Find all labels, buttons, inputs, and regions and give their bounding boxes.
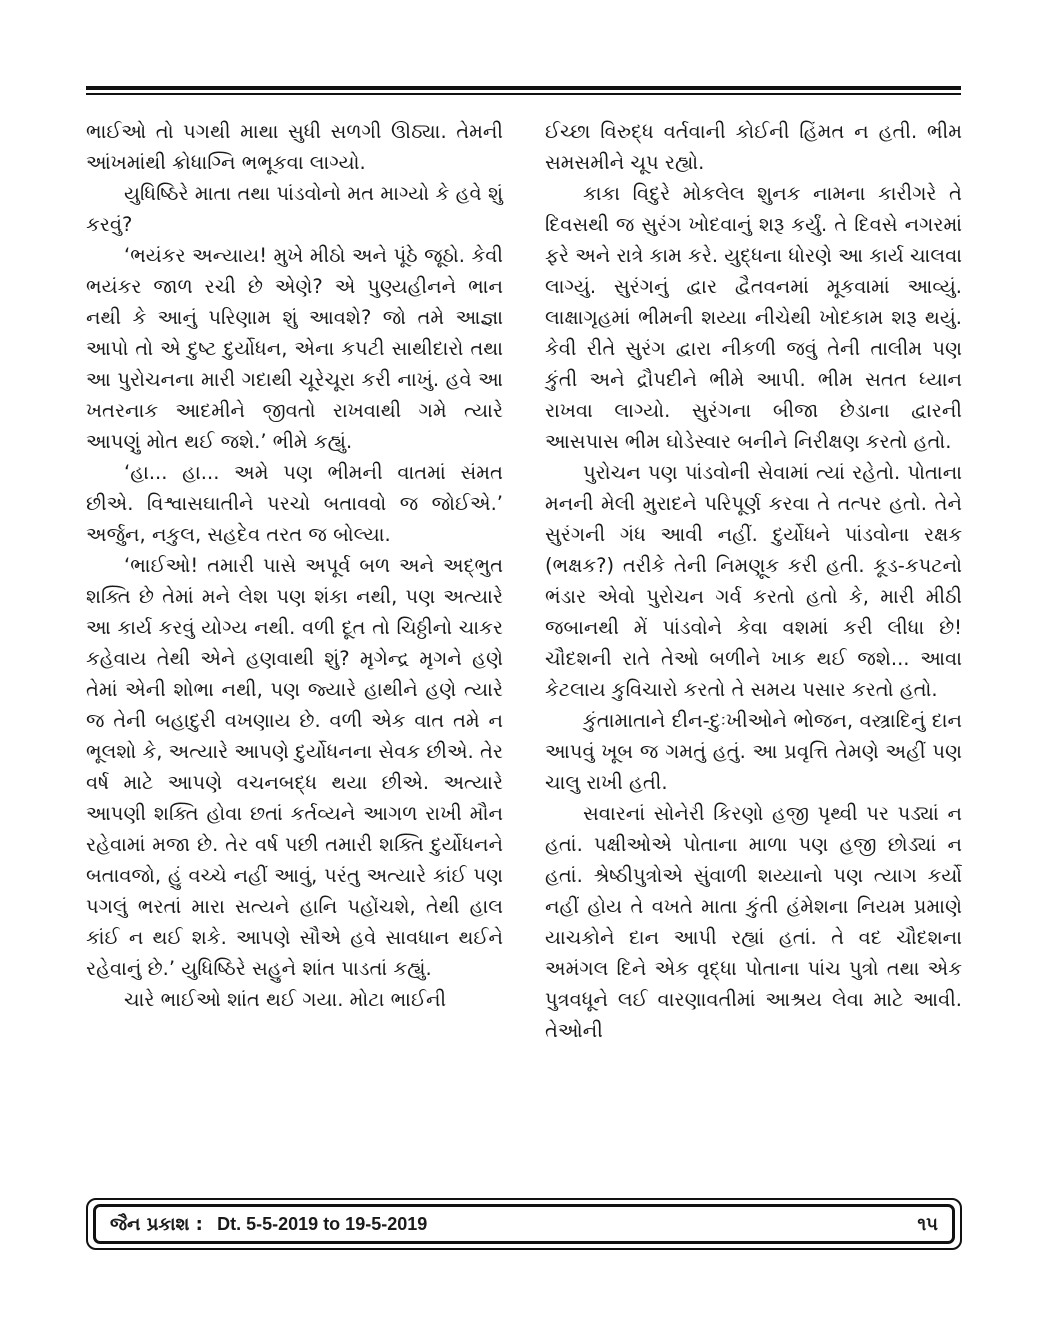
paragraph: ‘ભાઈઓ! તમારી પાસે અપૂર્વ બળ અને અદ્ભુત શક્તિ છે તેમાં મને લેશ પણ શંકા નથી, પણ અત્યારે આ કાર્ય કરવું યોગ્ય નથી. વળી દૂત તો ચિઠ્ઠીનો ચાકર કહેવાય તેથી એને હણવાથી શું? મૃગેન્દ્ર મૃગને હણે તેમાં એની શોભા નથી, પણ જ્યારે હાથીને હણે ત્યારે જ તેની બહાદુરી વખણાય છે. વળી એક વાત તમે ન ભૂલશો કે, અત્યારે આપણે દુર્યોધનના સેવક છીએ. તેર વર્ષ માટે આપણે વચનબદ્ધ થયા છીએ. અત્યારે આપણી શક્તિ હોવા છતાં કર્તવ્યને આગળ રાખી મૌન રહેવામાં મજા છે. તેર વર્ષ પછી તમારી શક્તિ દુર્યોધનને બતાવજો, હું વચ્ચે નહીં આવું, પરંતુ અત્યારે કાંઈ પણ પગલું ભરતાં મારા સત્યને હાનિ પહોંચશે, તેથી હાલ કાંઈ ન થઈ શકે. આપણે સૌએ હવે સાવધાન થઈને રહેવાનું છે.’ યુધિષ્ઠિરે સહુને શાંત પાડતાં કહ્યું. [86, 554, 503, 980]
paragraph: ‘હા... હા... અમે પણ ભીમની વાતમાં સંમત છીએ. વિશ્વાસઘાતીને પરચો બતાવવો જ જોઈએ.’ અર્જુન, નકુલ, સહદેવ તરત જ બોલ્યા. [86, 461, 503, 546]
header-rule [86, 86, 961, 95]
paragraph: સવારનાં સોનેરી કિરણો હજી પૃથ્વી પર પડ્યાં ન હતાં. પક્ષીઓએ પોતાના માળા પણ હજી છોડ્યાં ન હતાં. શ્રેષ્ઠીપુત્રોએ સુંવાળી શય્યાનો પણ ત્યાગ કર્યો નહીં હોય તે વખતે માતા કુંતી હંમેશના નિયમ પ્રમાણે યાચકોને દાન આપી રહ્યાં હતાં. તે વદ ચૌદશના અમંગલ દિને એક વૃદ્ધા પોતાના પાંચ પુત્રો તથા એક પુત્રવધૂને લઈ વારણાવતીમાં આશ્રય લેવા માટે આવી. તેઓની [545, 802, 962, 1042]
page-footer [86, 1198, 962, 1250]
paragraph: ઈચ્છા વિરુદ્ધ વર્તવાની કોઈની હિંમત ન હતી. ભીમ સમસમીને ચૂપ રહ્યો. [545, 120, 962, 174]
paragraph: ચારે ભાઈઓ શાંત થઈ ગયા. મોટા ભાઈની [124, 988, 447, 1011]
issue-date-range: Dt. 5-5-2019 to 19-5-2019 [217, 1213, 428, 1234]
paragraph: પુરોચન પણ પાંડવોની સેવામાં ત્યાં રહેતો. પોતાના મનની મેલી મુરાદને પરિપૂર્ણ કરવા તે તત્પર હતો. તેને સુરંગની ગંધ આવી નહીં. દુર્યોધને પાંડવોના રક્ષક (ભક્ષક?) તરીકે તેની નિમણૂક કરી હતી. કૂડ-કપટનો ભંડાર એવો પુરોચન ગર્વ કરતો હતો કે, મારી મીઠી જબાનથી મેં પાંડવોને કેવા વશમાં કરી લીધા છે! ચૌદશની રાતે તેઓ બળીને ખાક થઈ જશે... આવા કેટલાય કુવિચારો કરતો તે સમય પસાર કરતો હતો. [545, 461, 962, 701]
paragraph: યુધિષ્ઠિરે માતા તથા પાંડવોનો મત માગ્યો કે હવે શું કરવું? [86, 182, 503, 236]
paragraph: કાકા વિદુરે મોકલેલ શુનક નામના કારીગરે તે દિવસથી જ સુરંગ ખોદવાનું શરૂ કર્યું. તે દિવસે નગરમાં ફરે અને રાત્રે કામ કરે. યુદ્ધના ધોરણે આ કાર્ય ચાલવા લાગ્યું. સુરંગનું દ્વાર દ્વૈતવનમાં મૂકવામાં આવ્યું. લાક્ષાગૃહમાં ભીમની શય્યા નીચેથી ખોદકામ શરૂ થયું. કેવી રીતે સુરંગ દ્વારા નીકળી જવું તેની તાલીમ પણ કુંતી અને દ્રૌપદીને ભીમે આપી. ભીમ સતત ધ્યાન રાખવા લાગ્યો. સુરંગના બીજા છેડાના દ્વારની આસપાસ ભીમ ઘોડેસ્વાર બનીને નિરીક્ષણ કરતો હતો. [545, 182, 963, 453]
left-column [86, 116, 503, 1182]
paragraph: કુંતામાતાને દીન-દુઃખીઓને ભોજન, વસ્ત્રાદિનું દાન આપવું ખૂબ જ ગમતું હતું. આ પ્રવૃત્તિ તેમણે અહીં પણ ચાલુ રાખી હતી. [545, 709, 962, 794]
publication-name: જૈન પ્રકાશ : [110, 1213, 203, 1235]
paragraph: ભાઈઓ તો પગથી માથા સુધી સળગી ઊઠ્યા. તેમની આંખમાંથી ક્રોધાગ્નિ ભભૂકવા લાગ્યો. [86, 120, 503, 174]
paragraph: ‘ભયંકર અન્યાય! મુખે મીઠો અને પૂંઠે જૂઠો. કેવી ભયંકર જાળ રચી છે એણે? એ પુણ્યહીનને ભાન નથી કે આનું પરિણામ શું આવશે? જો તમે આજ્ઞા આપો તો એ દુષ્ટ દુર્યોધન, એના કપટી સાથીદારો તથા આ પુરોચનના મારી ગદાથી ચૂરેચૂરા કરી નાખું. હવે આ ખતરનાક આદમીને જીવતો રાખવાથી ગમે ત્યારે આપણું મોત થઈ જશે.’ ભીમે કહ્યું. [86, 244, 503, 453]
right-column [545, 116, 962, 1182]
page-number: ૧૫ [917, 1213, 938, 1235]
article-body [86, 116, 962, 1182]
